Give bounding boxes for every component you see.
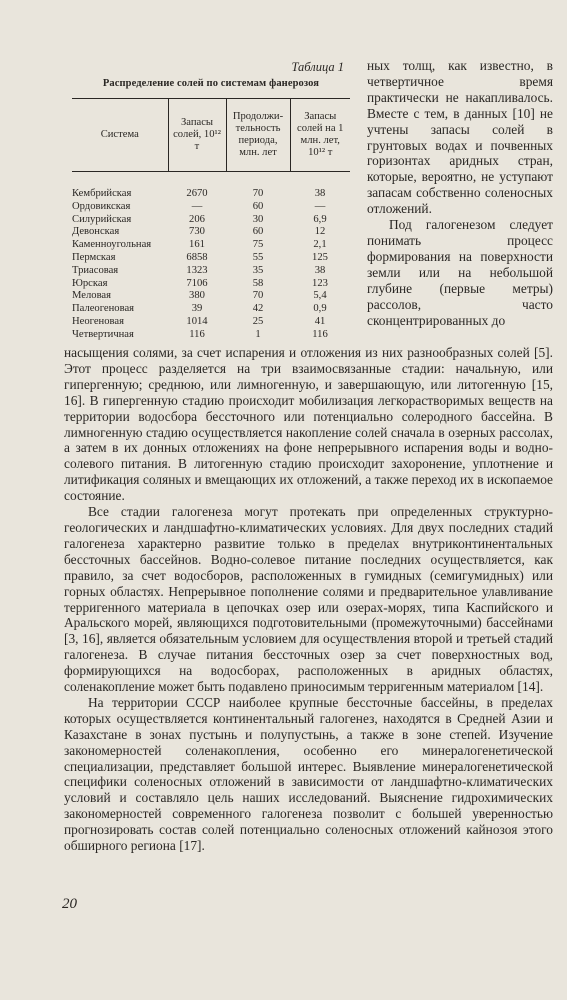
cell-period-duration: 58 (252, 277, 264, 289)
right-paragraph-1: ных толщ, как известно, в четвертичное время практически не накапливалось. Вместе с тем, в данных [10] не учтены запасы солей в грунтовых водах и почвенных горизонтах аридных стран, которые, вероятно, не уступают запасам собственно соленосных отложений. (367, 58, 553, 217)
cell-reserves-per-myr: 123 (312, 277, 328, 289)
table-row (72, 316, 350, 329)
cell-salt-reserves: 380 (189, 290, 205, 302)
cell-reserves-per-myr: 12 (314, 226, 326, 238)
header-salt-reserves: Запасы солей, 10¹² т (168, 99, 226, 172)
table-header (72, 99, 350, 172)
cell-salt-reserves: 6858 (186, 251, 208, 263)
table-row (72, 201, 350, 214)
cell-period-duration: 70 (252, 188, 264, 199)
cell-system: Четвертичная (72, 328, 134, 340)
cell-system: Каменноугольная (72, 239, 152, 251)
table-row (72, 329, 350, 342)
header-period-duration: Продолжи- тельность периода, млн. лет (226, 99, 290, 172)
cell-reserves-per-myr: 38 (314, 188, 326, 199)
table-row (72, 265, 350, 278)
cell-system: Пермская (72, 251, 116, 263)
cell-salt-reserves: 2670 (186, 188, 208, 199)
table-row (72, 226, 350, 239)
table-row (72, 239, 350, 252)
cell-period-duration: 30 (252, 213, 264, 225)
cell-salt-reserves: 116 (189, 328, 205, 340)
cell-reserves-per-myr: 38 (314, 264, 326, 276)
cell-salt-reserves: 730 (189, 226, 205, 238)
cell-period-duration: 35 (252, 264, 264, 276)
body-paragraph-2: Все стадии галогенеза могут протекать при определенных структурно-геологических и ландшафтно-климатических условиях. Для двух последних стадий галогенеза характерно развитие только в пределах внутриконтинентальных бессточных бассейнов. Водно-солевое питание последних осуществляется, как правило, за счет водосборов, расположенных в гумидных (семигумидных) или горных областях. Непрерывное пополнение солями и предварительное улавливание терригенного материала в цепочках озер или озерах-морях, типа Каспийского и Аральского морей, являющихся подготовительными (промежуточными) бассейнами [3, 16], является обязательным условием для осуществления второй и третьей стадий галогенеза. В случае питания бессточных озер за счет поверхностных вод, формирующихся на водосборах, расположенных в аридных областях, соленакопление может быть подавлено приносимым терригенным материалом [14]. (64, 504, 553, 695)
cell-period-duration: 60 (252, 226, 264, 238)
cell-period-duration: 75 (252, 239, 264, 251)
cell-salt-reserves: 1323 (186, 264, 208, 276)
header-reserves-per-myr: Запасы солей на 1 млн. лет, 10¹² т (290, 99, 350, 172)
cell-salt-reserves: 206 (189, 213, 205, 225)
cell-period-duration: 55 (252, 251, 264, 263)
cell-salt-reserves: 39 (191, 303, 203, 315)
cell-period-duration: 60 (252, 200, 264, 212)
cell-reserves-per-myr: 0,9 (313, 303, 327, 315)
header-system: Система (72, 99, 168, 172)
table-row (72, 303, 350, 316)
table-title: Распределение солей по системам фанерозоя (102, 78, 320, 89)
cell-system: Кембрийская (72, 188, 132, 199)
cell-system: Юрская (72, 277, 108, 289)
table-block (72, 60, 350, 342)
cell-reserves-per-myr: 2,1 (313, 239, 327, 251)
cell-system: Силурийская (72, 213, 132, 225)
cell-reserves-per-myr: — (314, 200, 326, 212)
cell-period-duration: 42 (252, 303, 264, 315)
cell-reserves-per-myr: 125 (312, 251, 328, 263)
table-row (72, 290, 350, 303)
body-paragraph-1: насыщения солями, за счет испарения и отложения из них разнообразных солей [5]. Этот процесс разделяется на три взаимосвязанные стадии: начальную, или гипергенную; среднюю, или лимногенную, и завершающую, или литогенную [15, 16]. В гипергенную стадию происходит мобилизация легкорастворимых веществ на территории водосбора бессточного или потенциально солеродного бассейна. В лимногенную стадию осуществляется накопление солей сначала в озерных рассолах, а затем в их донных отложениях на фоне непрерывного испарения воды и водно-солевого питания. В литогенную стадию происходит захоронение, уплотнение и литификация соляных и вмещающих их отложений, а также переход их в ископаемое состояние. (64, 345, 553, 504)
table-row (72, 252, 350, 265)
cell-salt-reserves: — (191, 200, 203, 212)
table-label: Таблица 1 (291, 60, 344, 74)
cell-system: Ордовикская (72, 200, 131, 212)
salt-distribution-table (72, 98, 350, 342)
cell-reserves-per-myr: 116 (312, 328, 328, 340)
cell-salt-reserves: 7106 (186, 277, 208, 289)
page-number: 20 (62, 896, 77, 912)
right-paragraph-2: Под галогенезом следует понимать процесс формирования на поверхности земли или на небольшой глубине (первые метры) рассолов, часто сконцентрированных до (367, 217, 553, 328)
cell-reserves-per-myr: 6,9 (313, 213, 327, 225)
cell-system: Палеогеновая (72, 303, 135, 315)
cell-system: Триасовая (72, 264, 119, 276)
main-text (64, 345, 553, 854)
cell-period-duration: 70 (252, 290, 264, 302)
table-row (72, 172, 350, 201)
cell-system: Девонская (72, 226, 120, 238)
cell-period-duration: 25 (252, 315, 264, 327)
cell-salt-reserves: 161 (189, 239, 205, 251)
right-column-text (367, 58, 553, 328)
cell-period-duration: 1 (255, 328, 261, 340)
table-row (72, 214, 350, 227)
table-body (72, 172, 350, 342)
cell-system: Меловая (72, 290, 112, 302)
table-row (72, 278, 350, 291)
body-paragraph-3: На территории СССР наиболее крупные бессточные бассейны, в пределах которых осуществляется континентальный галогенез, находятся в Средней Азии и Казахстане в зонах пустынь и полупустынь, а также в зоне степей. Изучение закономерностей соленакопления, особенно его минералогенетической специализации, представляет большой интерес. Выявление минералогенетической специфики соленосных отложений в зависимости от ландшафтно-климатических условий и составляло цель наших исследований. Выяснение гидрохимических закономерностей современного галогенеза позволит с большей уверенностью прогнозировать состав солей потенциально соленосных отложений кайнозоя этого обширного региона [17]. (64, 694, 553, 854)
cell-reserves-per-myr: 41 (314, 315, 326, 327)
cell-system: Неогеновая (72, 315, 124, 327)
cell-salt-reserves: 1014 (186, 315, 208, 327)
cell-reserves-per-myr: 5,4 (313, 290, 327, 302)
